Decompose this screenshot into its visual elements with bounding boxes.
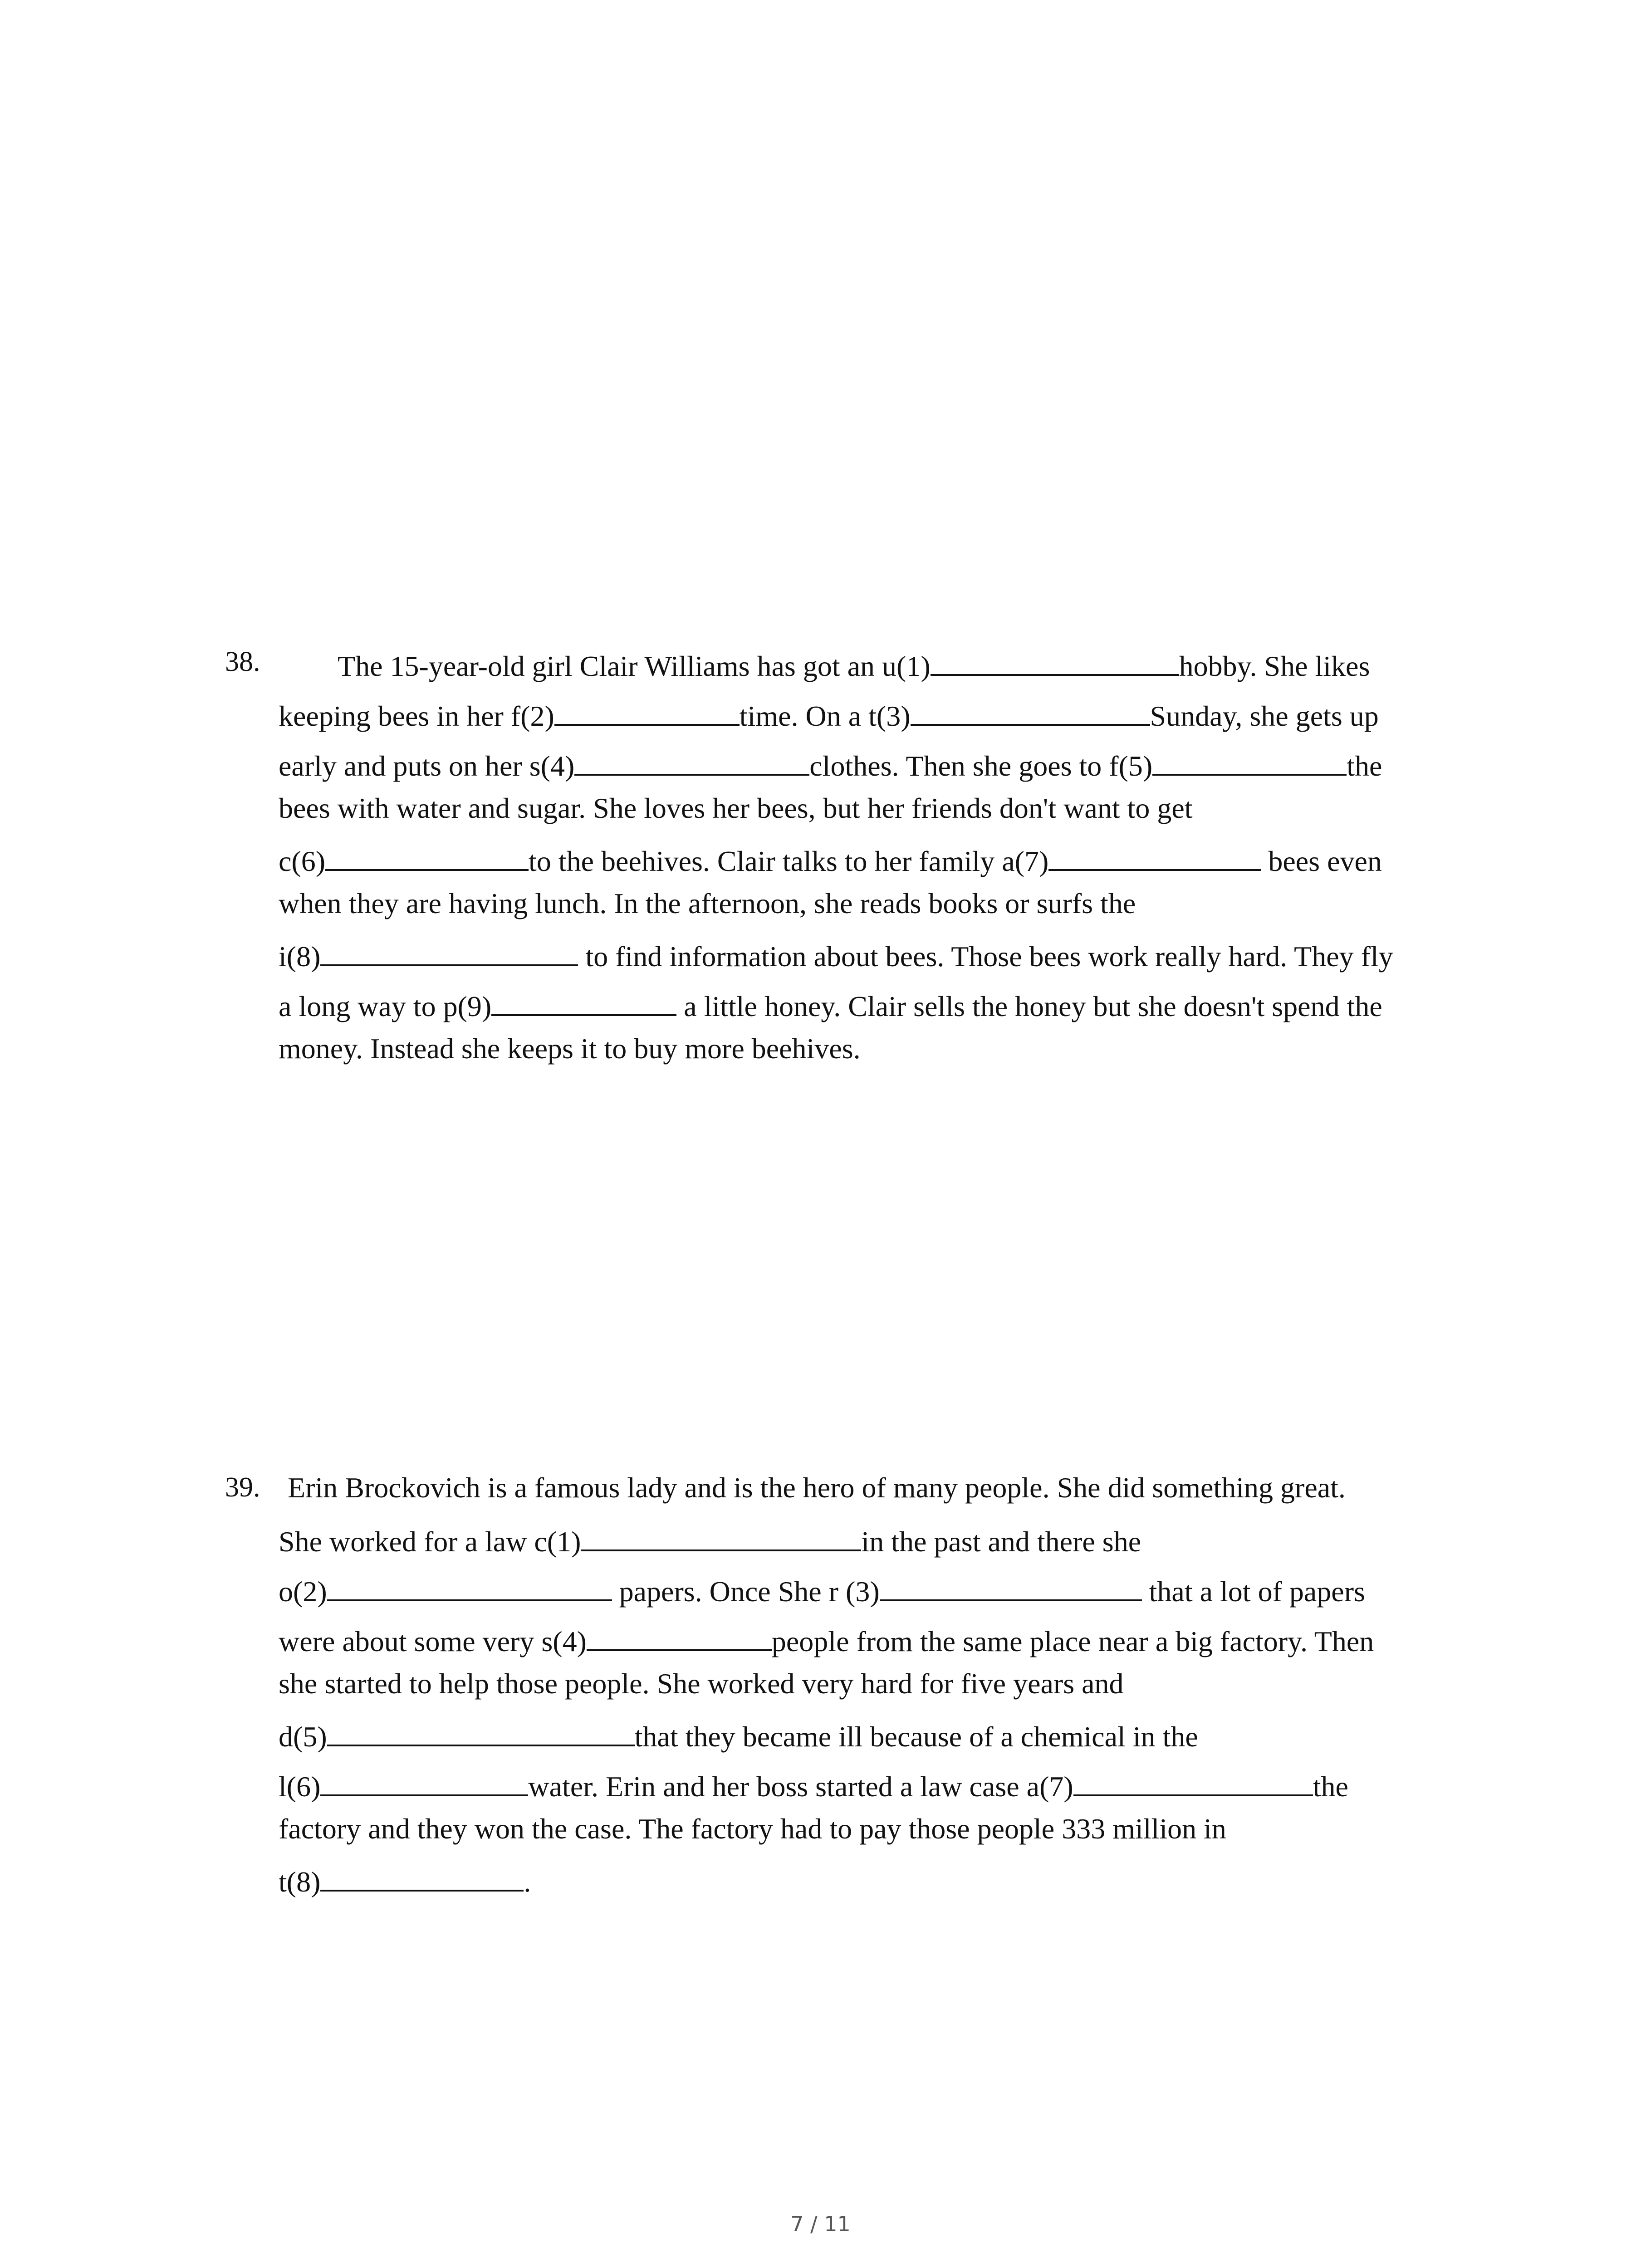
question-number: 38.	[225, 646, 260, 677]
answer-blank-4[interactable]	[574, 748, 809, 776]
text-line: d(5) that they became ill because of a chemical in the	[279, 1718, 1198, 1751]
page-number: 7 / 11	[790, 2212, 851, 2236]
answer-blank-6[interactable]	[325, 843, 529, 871]
answer-blank-9[interactable]	[491, 988, 676, 1016]
answer-blank-1[interactable]	[581, 1523, 861, 1551]
answer-blank-8[interactable]	[320, 938, 578, 966]
text-line: bees with water and sugar. She loves her bees, but her friends don't want to get	[279, 792, 1193, 824]
answer-blank-8[interactable]	[320, 1863, 524, 1892]
answer-blank-1[interactable]	[931, 648, 1179, 676]
text-line: i(8) to find information about bees. Those bees work really hard. They fly	[279, 938, 1393, 971]
answer-blank-2[interactable]	[554, 698, 740, 726]
answer-blank-5[interactable]	[1152, 748, 1347, 776]
question-number: 39.	[225, 1472, 260, 1503]
text-line: a long way to p(9) a little honey. Clair sells the honey but she doesn't spend the	[279, 988, 1382, 1021]
text-line: early and puts on her s(4) clothes. Then she goes to f(5) the	[279, 748, 1382, 781]
answer-blank-6[interactable]	[320, 1768, 528, 1796]
text-line: c(6) to the beehives. Clair talks to her family a(7) bees even	[279, 843, 1382, 876]
text-line: money. Instead she keeps it to buy more beehives.	[279, 1032, 861, 1065]
text-line: She worked for a law c(1) in the past and there she	[279, 1523, 1141, 1556]
answer-blank-4[interactable]	[587, 1623, 772, 1651]
text-line: were about some very s(4) people from the same place near a big factory. Then	[279, 1623, 1374, 1656]
answer-blank-5[interactable]	[327, 1718, 635, 1746]
text-line: l(6) water. Erin and her boss started a law case a(7) the	[279, 1768, 1348, 1801]
text-line: factory and they won the case. The factory had to pay those people 333 million in	[279, 1813, 1226, 1845]
answer-blank-2[interactable]	[327, 1573, 612, 1601]
text-line: she started to help those people. She worked very hard for five years and	[279, 1667, 1124, 1700]
text-line: keeping bees in her f(2) time. On a t(3) Sunday, she gets up	[279, 698, 1379, 731]
text-line: o(2) papers. Once She r (3) that a lot of papers	[279, 1573, 1365, 1606]
answer-blank-3[interactable]	[911, 698, 1150, 726]
answer-blank-7[interactable]	[1073, 1768, 1313, 1796]
text-line: Erin Brockovich is a famous lady and is the hero of many people. She did something great.	[288, 1471, 1346, 1504]
text-line: t(8) .	[279, 1863, 531, 1897]
text-line: The 15-year-old girl Clair Williams has got an u(1) hobby. She likes	[338, 648, 1370, 681]
text-line: when they are having lunch. In the afternoon, she reads books or surfs the	[279, 887, 1136, 919]
answer-blank-3[interactable]	[880, 1573, 1142, 1601]
answer-blank-7[interactable]	[1048, 843, 1261, 871]
